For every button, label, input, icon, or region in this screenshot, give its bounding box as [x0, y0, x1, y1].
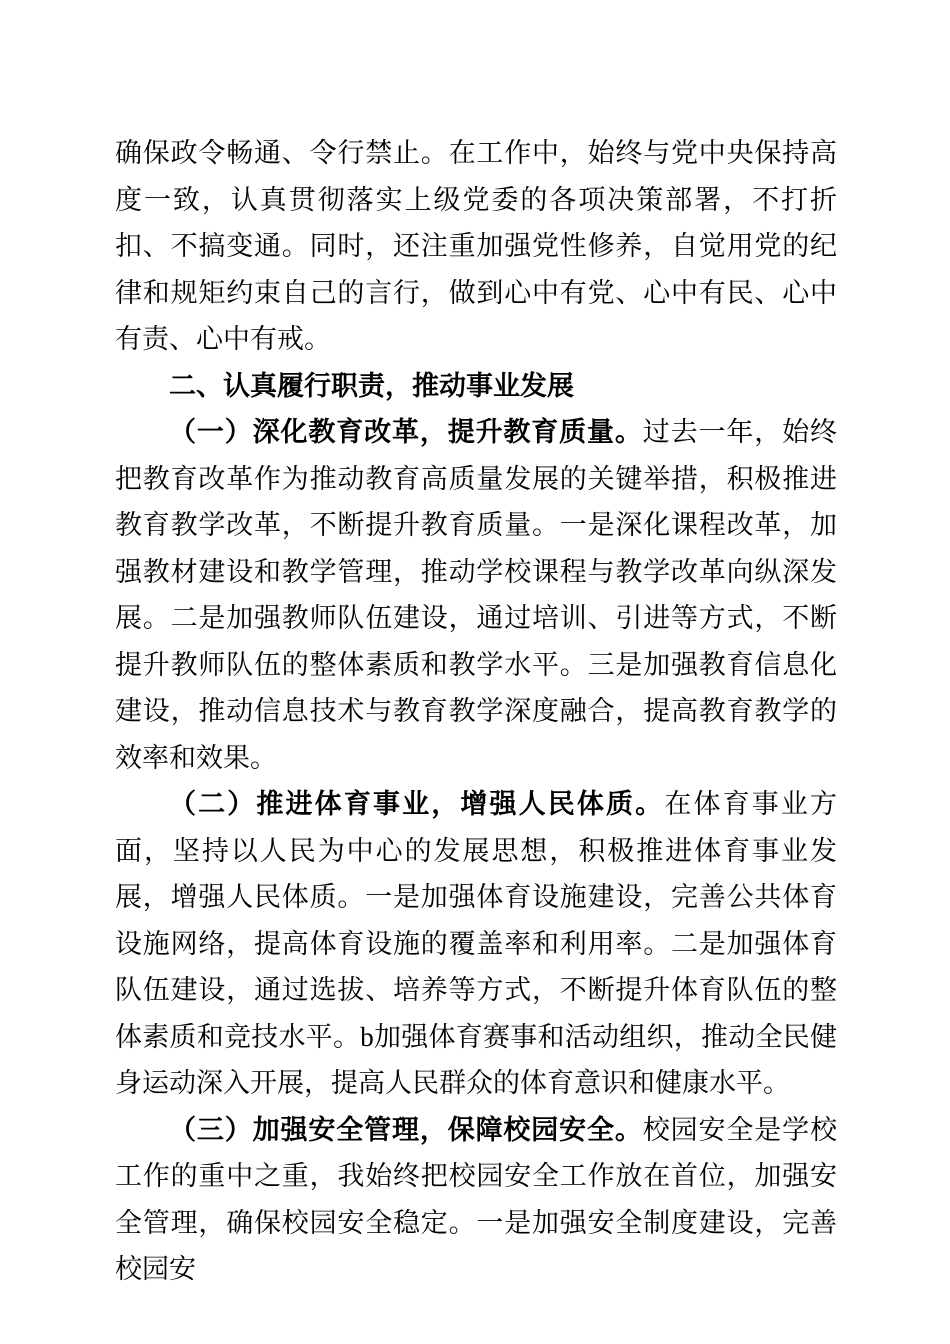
- paragraph: [115, 1107, 837, 1293]
- paragraph-lead-emphasis: （三）加强安全管理，保障校园安全。: [169, 1114, 643, 1145]
- paragraph: [115, 409, 837, 781]
- paragraph-text: 过去一年，始终把教育改革作为推动教育高质量发展的关键举措，积极推进教育教学改革，不断提升教育质量。一是深化课程改革，加强教材建设和教学管理，推动学校课程与教学改革向纵深发展。二是加强教师队伍建设，通过培训、引进等方式，不断提升教师队伍的整体素质和教学水平。三是加强教育信息化建设，推动信息技术与教育教学深度融合，提高教育教学的效率和效果。: [115, 417, 838, 773]
- document-content: [115, 130, 837, 1293]
- paragraph: [115, 130, 837, 363]
- paragraph-text: 在体育事业方面，坚持以人民为中心的发展思想，积极推进体育事业发展，增强人民体质。一是加强体育设施建设，完善公共体育设施网络，提高体育设施的覆盖率和利用率。二是加强体育队伍建设，通过选拔、培养等方式，不断提升体育队伍的整体素质和竞技水平。b加强体育赛事和活动组织，推动全民健身运动深入开展，提高人民群众的体育意识和健康水平。: [115, 789, 838, 1098]
- paragraph-text: 二、认真履行职责，推动事业发展: [169, 370, 574, 401]
- paragraph-text: 校园安全是学校工作的重中之重，我始终把校园安全工作放在首位，加强安全管理，确保校园安全稳定。一是加强安全制度建设，完善校园安: [115, 1114, 838, 1284]
- section-heading: [115, 363, 837, 410]
- paragraph-lead-emphasis: （二）推进体育事业，增强人民体质。: [169, 789, 665, 819]
- paragraph: [115, 781, 837, 1107]
- paragraph-lead-emphasis: （一）深化教育改革，提升教育质量。: [169, 417, 643, 447]
- paragraph-text: 确保政令畅通、令行禁止。在工作中，始终与党中央保持高度一致，认真贯彻落实上级党委的各项决策部署，不打折扣、不搞变通。同时，还注重加强党性修养，自觉用党的纪律和规矩约束自己的言行，做到心中有党、心中有民、心中有责、心中有戒。: [115, 138, 837, 354]
